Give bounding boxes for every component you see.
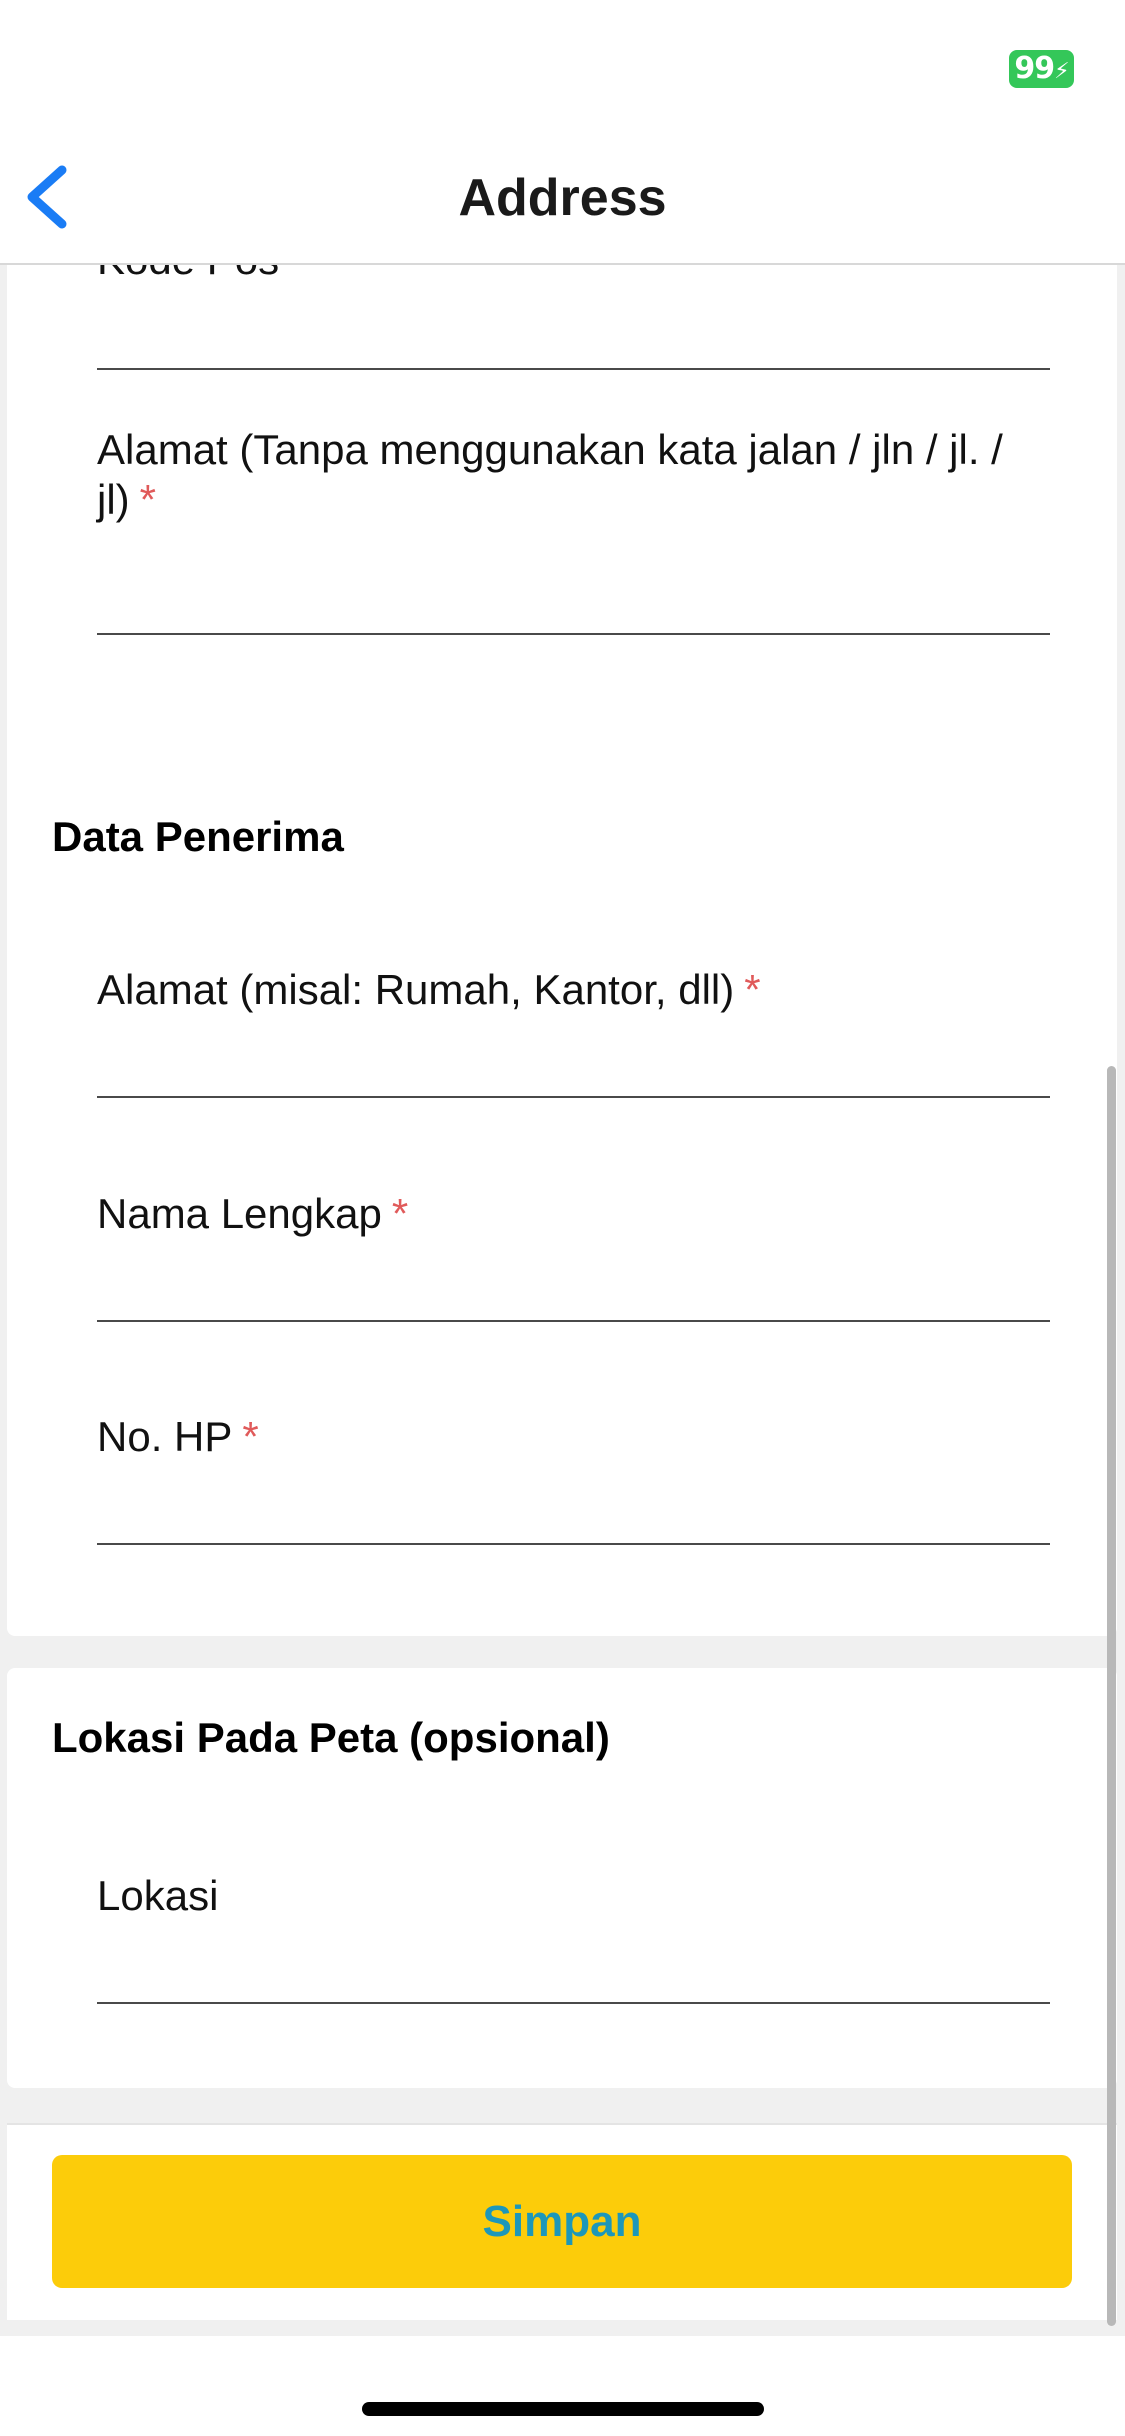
field-label: Nama Lengkap * [97, 1190, 409, 1237]
phone-input[interactable] [97, 1483, 1050, 1545]
full-name-field [97, 1189, 1050, 1239]
field-label: No. HP * [97, 1413, 259, 1460]
field-label: Alamat (Tanpa menggunakan kata jalan / jln / jl. / jl) * [97, 426, 1003, 523]
postal-code-input[interactable] [97, 308, 1050, 370]
battery-level: 99 [1014, 51, 1055, 86]
required-marker: * [744, 966, 761, 1013]
section-title: Lokasi Pada Peta (opsional) [52, 1714, 610, 1761]
section-title: Data Penerima [52, 813, 344, 860]
required-marker: * [242, 1413, 259, 1460]
field-label: Alamat (misal: Rumah, Kantor, dll) * [97, 966, 761, 1013]
home-indicator[interactable] [362, 2402, 764, 2416]
location-field [97, 1871, 1050, 1921]
phone-field [97, 1412, 1050, 1462]
form-scroll-area[interactable] [0, 265, 1125, 2335]
recipient-card [7, 766, 1117, 1636]
charging-icon: ⚡ [1054, 59, 1069, 84]
address-label-field [97, 965, 1050, 1015]
field-label: Lokasi [97, 1872, 219, 1919]
home-area [0, 2336, 1125, 2436]
required-marker: * [391, 1190, 409, 1237]
full-name-input[interactable] [97, 1260, 1050, 1322]
street-address-field [97, 425, 1050, 525]
required-marker: * [139, 476, 157, 523]
map-location-card [7, 1668, 1117, 2088]
battery-icon [1009, 50, 1074, 88]
save-button[interactable]: Simpan [52, 2155, 1072, 2288]
street-address-input[interactable] [97, 573, 1050, 635]
status-bar [0, 0, 1125, 130]
page-title: Address [458, 169, 667, 227]
address-label-input[interactable] [97, 1036, 1050, 1098]
save-bar [7, 2123, 1117, 2320]
location-input[interactable] [97, 1942, 1050, 2004]
navigation-bar [0, 130, 1125, 265]
scrollbar[interactable] [1107, 1066, 1116, 2326]
